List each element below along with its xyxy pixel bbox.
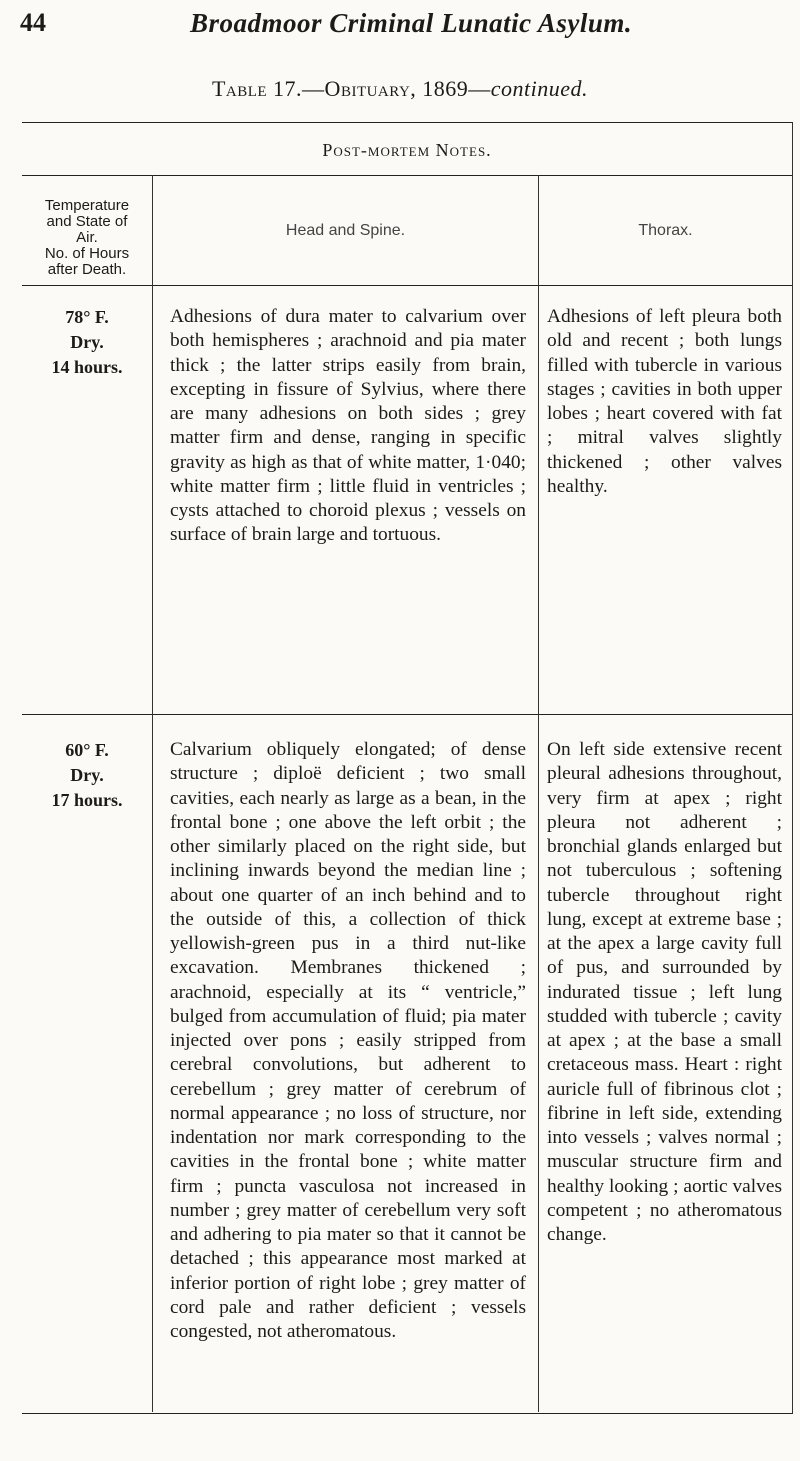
running-head: Broadmoor Criminal Lunatic Asylum. [190, 8, 633, 38]
row2-head-and-spine: Calvarium obliquely elongated; of dense structure ; diploë deficient ; two small cavities, each nearly as large as a bean, in the frontal bone ; one above the left orbit ; the other similarly placed on the right side, but inclining inwards beyond the median line ; about one quarter of an inch behind and to the outside of this, a collection of thick yellowish-green pus in a third nut-like excavation. Membranes thickened ; arachnoid, especially at its “ ventricle,” bulged from accumulation of fluid; pia mater injected over pons ; easily stripped from cerebral convolutions, but adherent to cerebellum ; grey matter of cerebrum of normal appearance ; no loss of structure, nor indentation nor mark corresponding to the cavities in the frontal bone ; white matter firm ; puncta vasculosa not increased in number ; grey matter of cerebellum very soft and adhering to pia mater so that it cannot be detached ; this appearance most marked at inferior portion of right lobe ; grey matter of cord pale and rather deficient ; vessels congested, not atheromatous. [170, 739, 526, 1342]
row1-hours: 14 hours. [51, 357, 123, 377]
page-number: 44 [20, 8, 46, 37]
row2-thorax: On left side extensive recent pleural adhesions throughout, very firm at apex ; right pleura not adherent ; bronchial glands enlarged but not tuberculous ; softening tubercle throughout right lung, except at extreme base ; at the apex a large cavity full of pus, and surrounded by indurated tissue ; left lung studded with tubercle ; cavity at apex ; at the base a small cretaceous mass. Heart : right auricle full of fibrinous clot ; fibrine in left side, extending into vessels ; valves normal ; muscular structure firm and healthy looking ; aortic valves competent ; no atheromatous change. [547, 739, 782, 1245]
col1-header-line: after Death. [47, 261, 127, 278]
row2-temperature: 60° F. [65, 740, 109, 760]
col1-header-line: and State of [46, 213, 128, 230]
row1-head-and-spine: Adhesions of dura mater to calvarium over both hemispheres ; arachnoid and pia mater thick ; the latter strips easily from brain, excepting in fissure of Sylvius, where there are many adhesions on both sides ; grey matter firm and dense, ranging in specific gravity as high as that of white matter, 1·040; white matter firm ; little fluid in ventricles ; cysts attached to choroid plexus ; vessels on surface of brain large and tortuous. [170, 306, 526, 546]
section-header: Post-mortem Notes. [322, 140, 492, 160]
col1-header-line: Air. [76, 229, 98, 246]
table-title-prefix: Table 17.—Obituary, 1869— [211, 76, 491, 101]
col1-header-line: Temperature [44, 197, 130, 214]
col3-header: Thorax. [638, 222, 693, 239]
col1-header-line: No. of Hours [44, 245, 130, 262]
row1-air-state: Dry. [70, 332, 104, 352]
row2-condition [22, 738, 152, 813]
row1-condition [22, 305, 152, 380]
row1-temperature: 78° F. [65, 307, 109, 327]
col2-header: Head and Spine. [285, 222, 406, 239]
column-divider-2 [538, 175, 539, 1412]
table-title-suffix: continued. [490, 76, 589, 101]
rule-under-column-headers [22, 285, 792, 286]
column-divider-1 [152, 175, 153, 1412]
row2-hours: 17 hours. [51, 790, 123, 810]
table-title [0, 76, 800, 102]
row2-air-state: Dry. [70, 765, 104, 785]
rule-between-rows [22, 714, 792, 715]
rule-under-section-header [22, 175, 792, 176]
row1-thorax: Adhesions of left pleura both old and recent ; both lungs filled with tubercle in various stages ; cavities in both upper lobes ; heart covered with fat ; mitral valves slightly thickened ; other valves healthy. [547, 306, 782, 497]
col1-header [22, 198, 152, 278]
